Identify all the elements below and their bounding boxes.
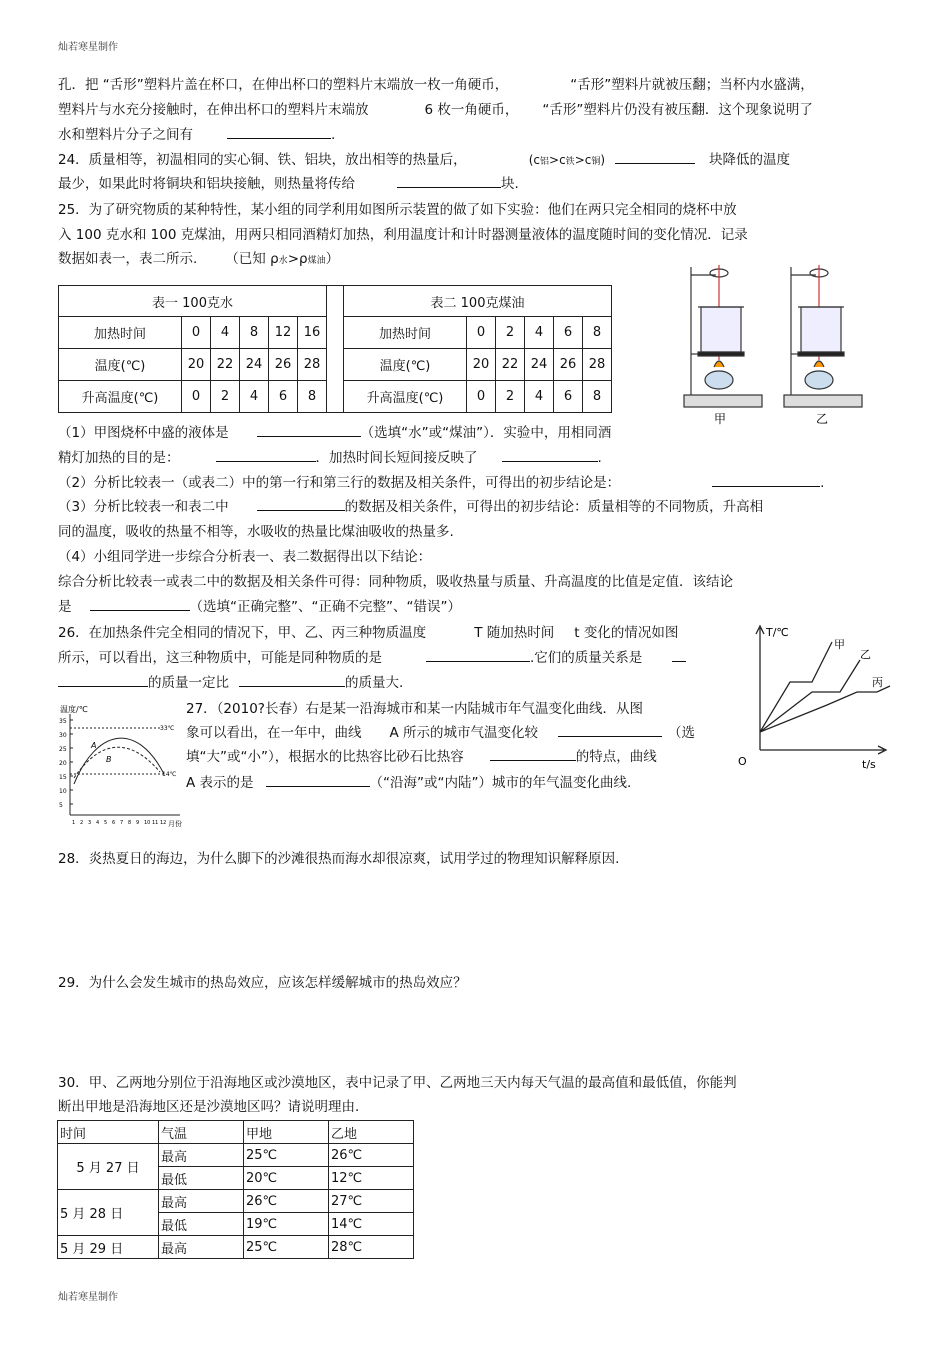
table-row: 加热时间 0 4 8 12 16	[59, 317, 327, 349]
q24-text: 块降低的温度	[709, 152, 791, 168]
answer-blank[interactable]	[502, 449, 598, 462]
q26-temperature-time-graph	[732, 620, 892, 772]
q23-text: 水和塑料片分子之间有	[58, 127, 193, 143]
q30-table	[57, 1120, 414, 1259]
x-axis-label: t/s	[862, 758, 876, 771]
answer-blank[interactable]	[615, 151, 695, 164]
q23-line2	[58, 101, 813, 119]
curve-yi	[760, 660, 860, 732]
q30-line2: 断出甲地是沿海地区还是沙漠地区吗？请说明理由.	[58, 1099, 360, 1115]
q27-line3: 填“大”或“小”），根据水的比热容比砂石比热容 的特点，曲线	[186, 749, 657, 765]
curve-label-yi: 乙	[860, 648, 871, 661]
q23-line3	[58, 126, 335, 144]
table-row: 5 月 28 日 最高 26℃ 27℃	[58, 1190, 414, 1213]
answer-blank[interactable]	[216, 449, 316, 462]
q27-line1: 27．（2010?长春）右是某一沿海城市和某一内陆城市年气温变化曲线．从图	[186, 701, 643, 717]
q25-line3: 数据如表一，表二所示. （已知 ρ水>ρ煤油）	[58, 251, 340, 267]
q23-text: “舌形”塑料片就被压翻；当杯内水盛满，	[570, 77, 814, 93]
table-divider	[323, 285, 343, 413]
table-header-row: 时间 气温 甲地 乙地	[58, 1121, 414, 1144]
apparatus-figure	[676, 255, 876, 430]
figure-label-yi: 乙	[816, 412, 829, 426]
answer-blank[interactable]	[672, 649, 686, 662]
y-tick-label: 15	[59, 774, 67, 781]
answer-blank[interactable]	[558, 724, 662, 737]
q23-text: 6 枚一角硬币，	[424, 102, 519, 118]
table-row: 最低 20℃ 12℃	[58, 1167, 414, 1190]
page-header: 灿若寒星制作	[58, 42, 118, 53]
q23-text: “舌形”塑料片仍没有被压翻．这个现象说明了	[542, 102, 813, 118]
answer-blank[interactable]	[426, 649, 530, 662]
answer-blank[interactable]	[397, 175, 501, 188]
q25-text: （已知 ρ	[225, 251, 279, 267]
month-tick-label: 8	[128, 820, 132, 826]
curve-label-b: B	[106, 755, 112, 764]
q25-p4-line2: 综合分析比较表一或表二中的数据及相关条件可得：同种物质，吸收热量与质量、升高温度的比值是定值．该结论	[58, 574, 733, 590]
answer-blank[interactable]	[58, 674, 148, 687]
max-temp-label: 33℃	[160, 725, 175, 732]
q23-text: 塑料片与水充分接触时，在伸出杯口的塑料片末端放	[58, 102, 369, 118]
q24-text: 块.	[501, 176, 519, 192]
table-2-kerosene	[343, 285, 612, 413]
month-tick-label: 1	[72, 820, 76, 826]
q27-line4: A 表示的是 （“沿海”或“内陆”）城市的年气温变化曲线.	[186, 775, 632, 791]
q25-p3-line1: （3）分析比较表一和表二中 的数据及相关条件，可得出的初步结论：质量相等的不同物质，升高相	[58, 499, 764, 515]
table-row: 5 月 29 日 最高 25℃ 28℃	[58, 1236, 414, 1259]
month-tick-label: 4	[96, 820, 100, 826]
answer-blank[interactable]	[712, 474, 820, 487]
month-tick-label: 11	[152, 820, 159, 826]
table-row: 5 月 27 日 最高 25℃ 26℃	[58, 1144, 414, 1167]
answer-blank[interactable]	[90, 598, 190, 611]
q25-p1-line2: 精灯加热的目的是： ．加热时间长短间接反映了 .	[58, 450, 602, 466]
table-row: 温度(℃) 20 22 24 26 28	[344, 349, 612, 381]
min-temp-label: 14℃	[162, 771, 177, 778]
curve-jia	[760, 642, 832, 732]
q24-text: 最少，如果此时将铜块和铝块接触，则热量将传给	[58, 176, 355, 192]
q25-text: 数据如表一，表二所示.	[58, 251, 198, 267]
month-tick-label: 5	[104, 820, 108, 826]
q27-annual-temperature-graph	[56, 700, 188, 830]
month-tick-label: 9	[136, 820, 140, 826]
q24-line2	[58, 175, 519, 193]
q25-p2: （2）分析比较表一（或表二）中的第一行和第三行的数据及相关条件，可得出的初步结论是： .	[58, 475, 825, 491]
table-title: 表二 100克煤油	[344, 286, 612, 317]
y-tick-label: 25	[59, 746, 67, 753]
curve-label-bing: 丙	[872, 676, 883, 689]
table-row: 最低 19℃ 14℃	[58, 1213, 414, 1236]
q30-line1: 30．甲、乙两地分别位于沿海地区或沙漠地区，表中记录了甲、乙两地三天内每天气温的最高值和最低值，你能判	[58, 1075, 737, 1091]
month-tick-label: 3	[88, 820, 92, 826]
answer-blank[interactable]	[490, 748, 576, 761]
y-tick-label: 35	[59, 718, 67, 725]
y-tick-label: 10	[59, 788, 67, 795]
q25-p4-line3: 是 （选填“正确完整”、“正确不完整”、“错误”）	[58, 599, 461, 615]
figure-label-jia: 甲	[714, 412, 727, 426]
q24-text: 24．质量相等，初温相同的实心铜、铁、铝块，放出相等的热量后，	[58, 152, 467, 168]
month-tick-label: 6	[112, 820, 116, 826]
month-tick-label: 2	[80, 820, 84, 826]
q25-p4-line1: （4）小组同学进一步综合分析表一、表二数据得出以下结论：	[58, 549, 432, 565]
y-axis-label: 温度/℃	[60, 705, 88, 714]
month-tick-label: 7	[120, 820, 124, 826]
origin-label: O	[738, 755, 747, 768]
y-tick-label: 20	[59, 760, 67, 767]
q23-text: 孔．把 “舌形”塑料片盖在杯口，在伸出杯口的塑料片末端放一枚一角硬币，	[58, 77, 509, 93]
curve-bing	[760, 686, 890, 732]
curve-b	[74, 747, 160, 778]
table-row: 升高温度(℃) 0 2 4 6 8	[59, 381, 327, 413]
q28-text: 28．炎热夏日的海边，为什么脚下的沙滩很热而海水却很凉爽，试用学过的物理知识解释原因.	[58, 851, 620, 867]
q29-text: 29．为什么会发生城市的热岛效应，应该怎样缓解城市的热岛效应？	[58, 975, 467, 991]
q25-p1-line1: （1）甲图烧杯中盛的液体是 （选填“水”或“煤油”）．实验中，用相同酒	[58, 425, 612, 441]
curve-label-jia: 甲	[834, 638, 845, 651]
table-row: 升高温度(℃) 0 2 4 6 8	[344, 381, 612, 413]
table-row: 温度(℃) 20 22 24 26 28	[59, 349, 327, 381]
q27-line2: 象可以看出，在一年中，曲线 A 所示的城市气温变化较 （选	[186, 725, 696, 741]
curve-label-a: A	[91, 741, 97, 750]
table-1-water	[58, 285, 327, 413]
y-axis-label: T/℃	[766, 626, 789, 639]
answer-blank[interactable]	[257, 424, 361, 437]
answer-blank[interactable]	[239, 674, 345, 687]
answer-blank[interactable]	[257, 498, 345, 511]
q25-line2: 入 100 克水和 100 克煤油，用两只相同酒精灯加热，利用温度计和计时器测量液体的温度随时间的变化情况．记录	[58, 227, 748, 243]
q25-p3-line2: 同的温度，吸收的热量不相等，水吸收的热量比煤油吸收的热量多.	[58, 524, 454, 540]
q26-line1: 26．在加热条件完全相同的情况下，甲、乙、丙三种物质温度 T 随加热时间 t 变化的情况如图	[58, 625, 679, 641]
y-tick-label: 5	[59, 802, 63, 809]
answer-blank[interactable]	[227, 126, 331, 139]
y-tick-label: 30	[59, 732, 67, 739]
page-footer: 灿若寒星制作	[58, 1292, 118, 1303]
q26-line2: 所示，可以看出，这三种物质中，可能是同种物质的是 .它们的质量关系是	[58, 649, 686, 667]
table-title: 表一 100克水	[59, 286, 327, 317]
q24-line1: 24．质量相等，初温相同的实心铜、铁、铝块，放出相等的热量后， (c铝>c铁>c铜) 块降低的温度	[58, 152, 791, 168]
month-tick-label: 12	[160, 820, 167, 826]
q23-text: .	[331, 127, 336, 143]
q26-line3: 的质量一定比 的质量大.	[58, 674, 403, 692]
answer-blank[interactable]	[266, 774, 370, 787]
q25-line1: 25．为了研究物质的某种特性，某小组的同学利用如图所示装置的做了如下实验：他们在两只完全相同的烧杯中放	[58, 202, 737, 218]
month-tick-label: 10	[144, 820, 151, 826]
q23-line1	[58, 76, 814, 94]
table-row: 加热时间 0 2 4 6 8	[344, 317, 612, 349]
x-axis-label: 月份	[168, 820, 182, 828]
